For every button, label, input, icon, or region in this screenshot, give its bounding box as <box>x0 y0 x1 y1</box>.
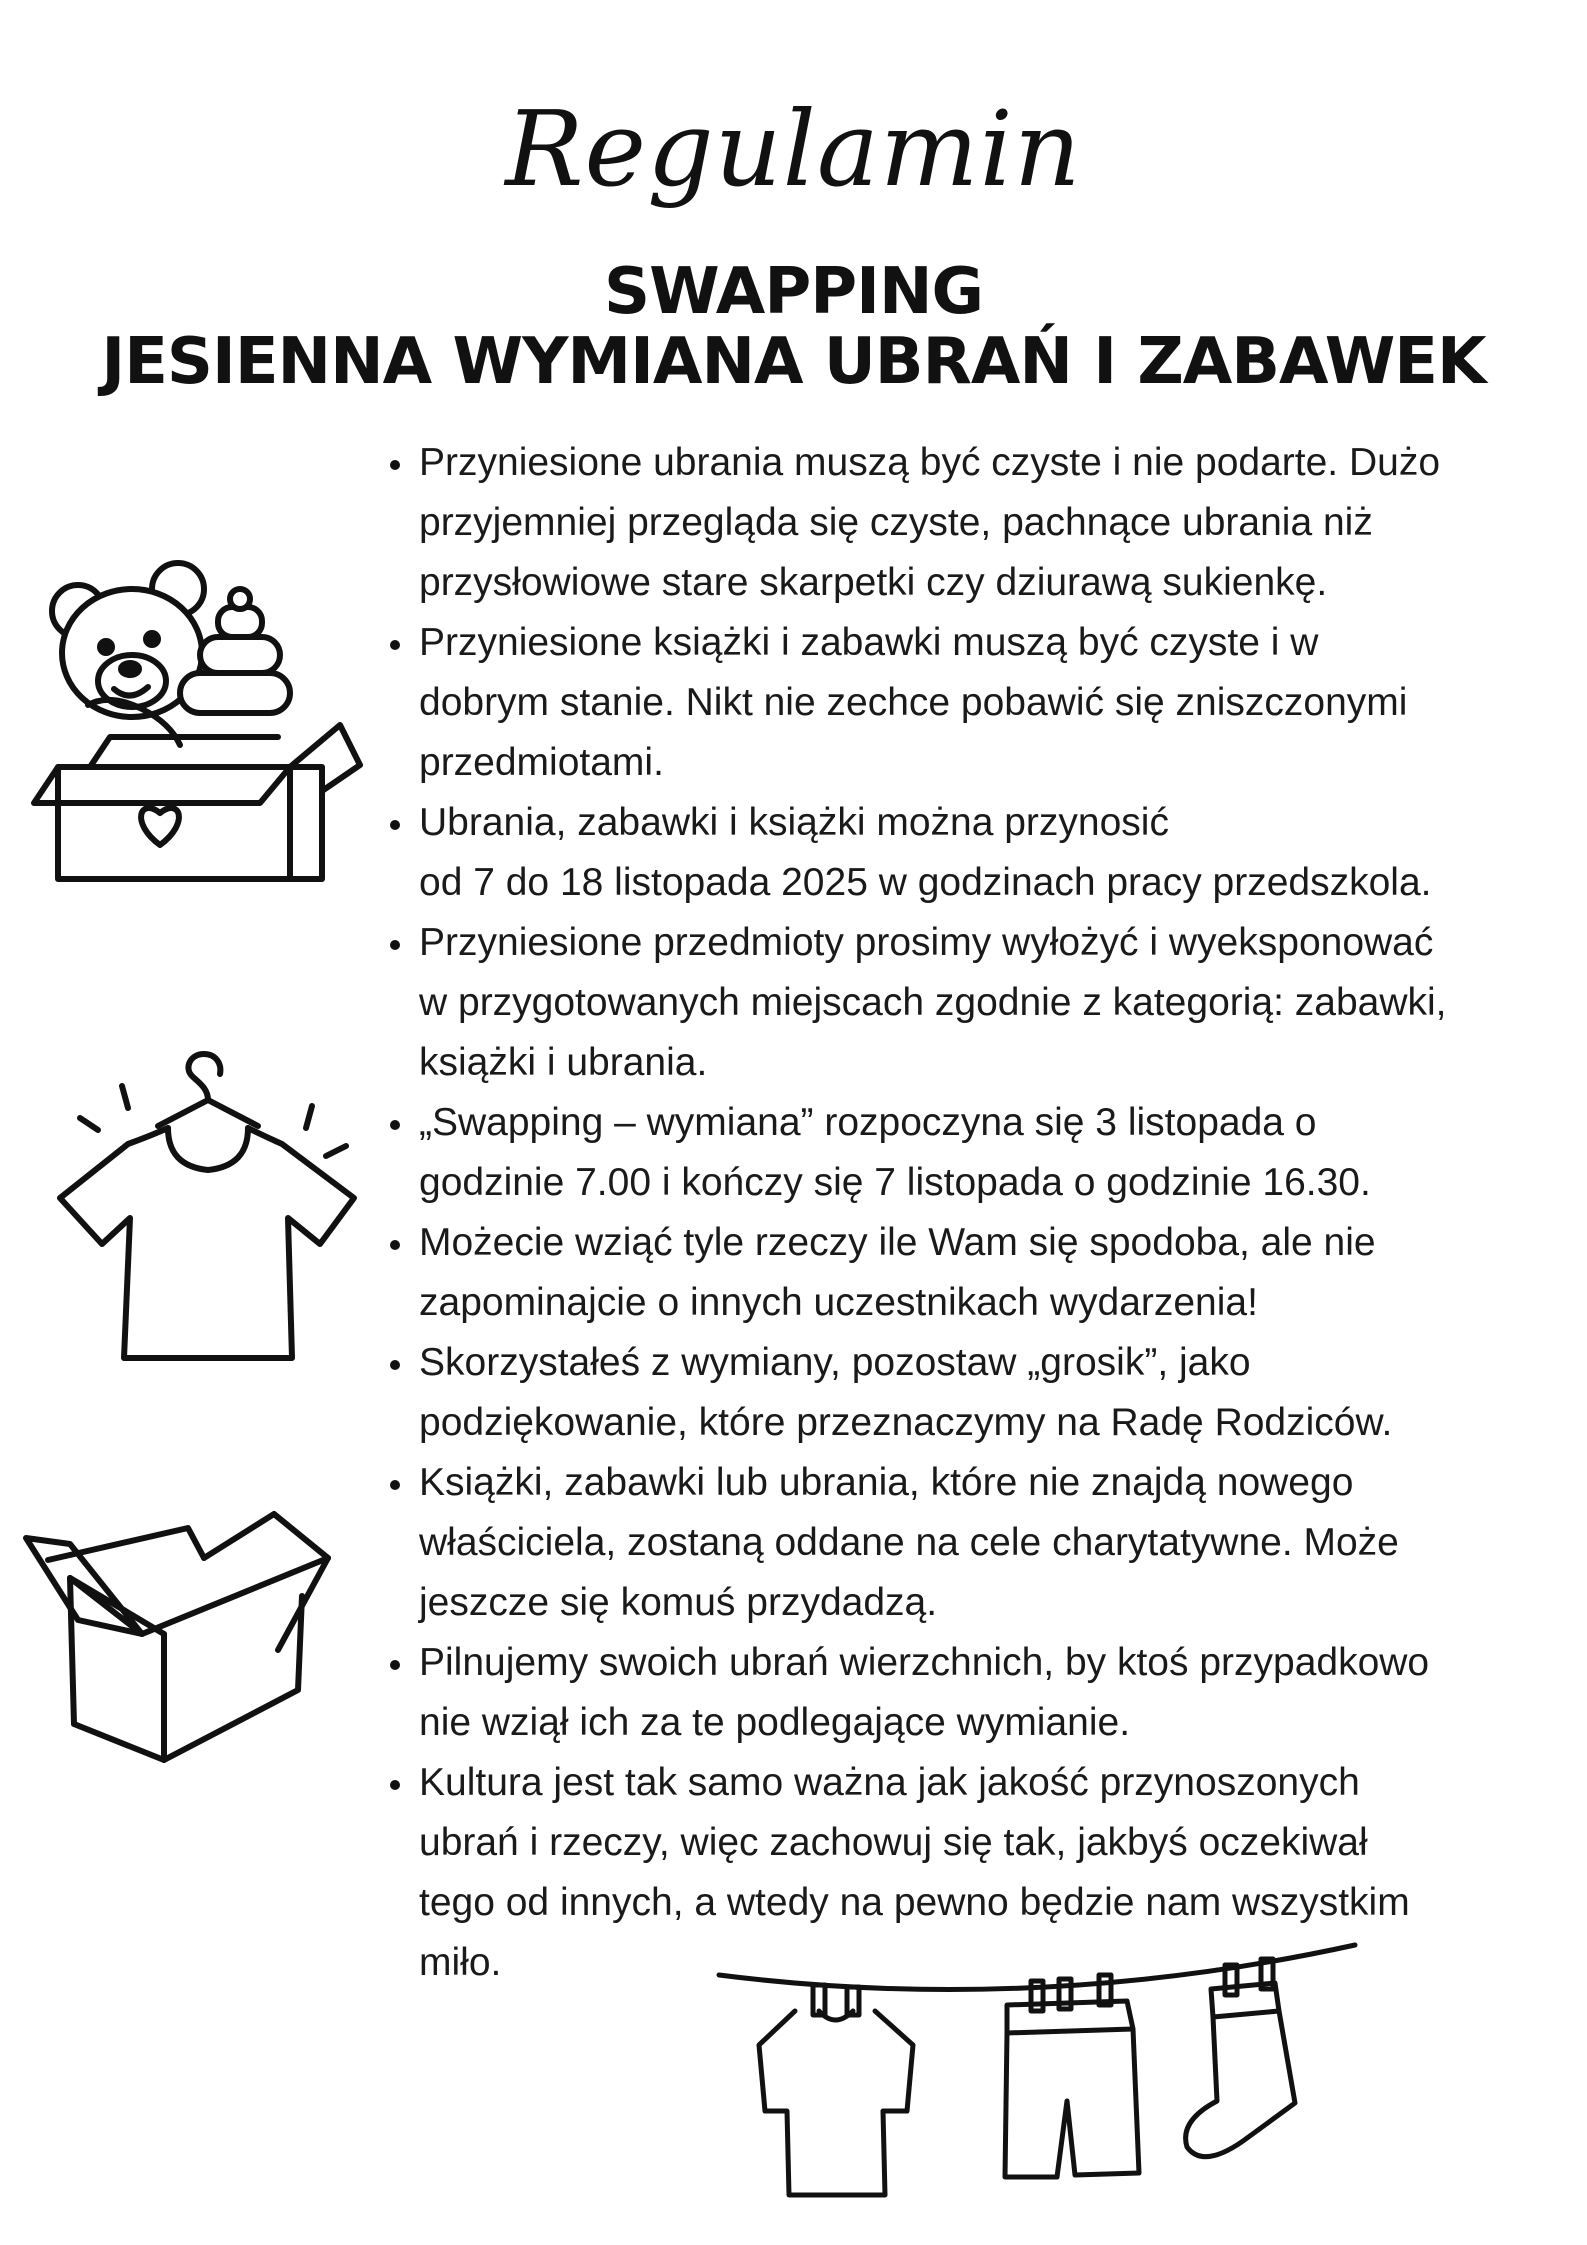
rule-item <box>375 1633 1550 1753</box>
rule-item <box>375 1453 1550 1633</box>
headline-swapping: SWAPPING <box>603 255 984 329</box>
rule-line: dobrym stanie. Nikt nie zechce pobawić się zniszczonymi <box>419 681 1408 724</box>
rule-line: przysłowiowe stare skarpetki czy dziurawą sukienkę. <box>419 561 1328 604</box>
rule-line: jeszcze się komuś przydadzą. <box>419 1581 938 1624</box>
rule-item <box>375 1213 1550 1333</box>
rule-line: Przyniesione książki i zabawki muszą być czyste i w <box>419 621 1319 664</box>
rule-line: „Swapping – wymiana” rozpoczyna się 3 listopada o <box>419 1101 1317 1144</box>
rule-line: Książki, zabawki lub ubrania, które nie znajdą nowego <box>419 1461 1354 1504</box>
rules-list <box>375 433 1550 1993</box>
headline-subtitle: JESIENNA WYMIANA UBRAŃ I ZABAWEK <box>101 325 1486 399</box>
open-box-icon <box>18 1500 338 1770</box>
rule-line: godzinie 7.00 i kończy się 7 listopada o godzinie 16.30. <box>419 1161 1371 1204</box>
rule-line: ubrań i rzeczy, więc zachowuj się tak, jakbyś oczekiwał <box>419 1821 1368 1864</box>
rule-line: Ubrania, zabawki i książki można przynosić <box>419 801 1169 844</box>
rule-line: w przygotowanych miejscach zgodnie z kategorią: zabawki, <box>419 981 1447 1024</box>
rule-line: Pilnujemy swoich ubrań wierzchnich, by ktoś przypadkowo <box>419 1641 1430 1684</box>
rule-line: miło. <box>419 1941 502 1984</box>
rule-line: Przyniesione ubrania muszą być czyste i nie podarte. Dużo <box>419 441 1441 484</box>
toy-box-icon <box>30 555 370 895</box>
rule-line: tego od innych, a wtedy na pewno będzie nam wszystkim <box>419 1881 1410 1924</box>
rule-item <box>375 913 1550 1093</box>
rule-line: przyjemniej przegląda się czyste, pachnące ubrania niż <box>419 501 1373 544</box>
rule-item <box>375 1333 1550 1453</box>
rule-line: podziękowanie, które przeznaczymy na Radę Rodziców. <box>419 1401 1393 1444</box>
rule-item <box>375 613 1550 793</box>
rule-line: nie wziął ich za te podlegające wymianie. <box>419 1701 1131 1744</box>
rule-line: właściciela, zostaną oddane na cele charytatywne. Może <box>419 1521 1399 1564</box>
rule-line: Możecie wziąć tyle rzeczy ile Wam się spodoba, ale nie <box>419 1221 1376 1264</box>
rule-item <box>375 1093 1550 1213</box>
clothesline-icon <box>715 1925 1365 2220</box>
shirt-hanger-icon <box>50 1040 380 1380</box>
rule-line: zapominajcie o innych uczestnikach wydarzenia! <box>419 1281 1258 1324</box>
rule-line: Skorzystałeś z wymiany, pozostaw „grosik”, jako <box>419 1341 1251 1384</box>
rule-line: od 7 do 18 listopada 2025 w godzinach pracy przedszkola. <box>419 861 1432 904</box>
rule-item <box>375 793 1550 913</box>
rule-line: książki i ubrania. <box>419 1041 708 1084</box>
script-title: Regulamin <box>505 88 1082 210</box>
rule-line: Przyniesione przedmioty prosimy wyłożyć i wyeksponować <box>419 921 1434 964</box>
rule-line: Kultura jest tak samo ważna jak jakość przynoszonych <box>419 1761 1360 1804</box>
rule-line: przedmiotami. <box>419 741 664 784</box>
rule-item <box>375 433 1550 613</box>
